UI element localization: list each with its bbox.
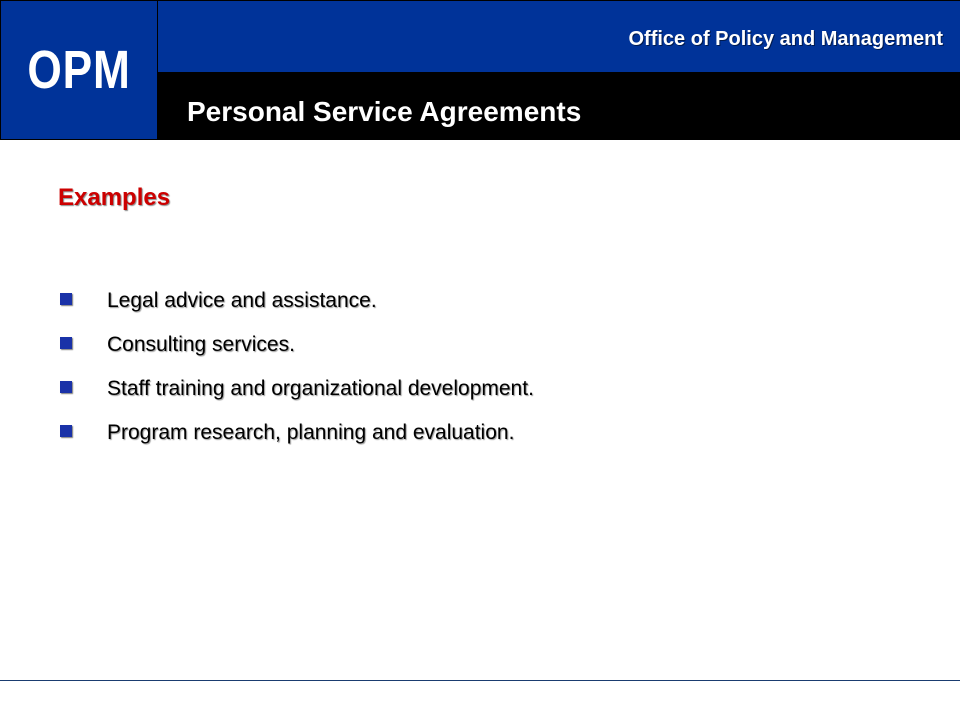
logo-box — [0, 0, 158, 140]
title-band — [158, 72, 960, 140]
square-bullet-icon — [60, 337, 72, 349]
bullet-text: Legal advice and assistance. — [107, 289, 377, 312]
bullet-text: Consulting services. — [107, 333, 295, 356]
square-bullet-icon — [60, 425, 72, 437]
list-item — [60, 333, 534, 377]
list-item — [60, 289, 534, 333]
footer-divider — [0, 680, 960, 681]
opm-logo: OPM — [27, 40, 131, 100]
section-heading: Examples — [58, 184, 171, 211]
bullet-list — [60, 289, 534, 465]
list-item — [60, 421, 534, 465]
office-name: Office of Policy and Management — [628, 28, 943, 50]
header-band — [158, 0, 960, 72]
bullet-text: Staff training and organizational development. — [107, 377, 534, 400]
slide-title: Personal Service Agreements — [187, 96, 582, 127]
square-bullet-icon — [60, 293, 72, 305]
square-bullet-icon — [60, 381, 72, 393]
bullet-text: Program research, planning and evaluation. — [107, 421, 515, 444]
list-item — [60, 377, 534, 421]
